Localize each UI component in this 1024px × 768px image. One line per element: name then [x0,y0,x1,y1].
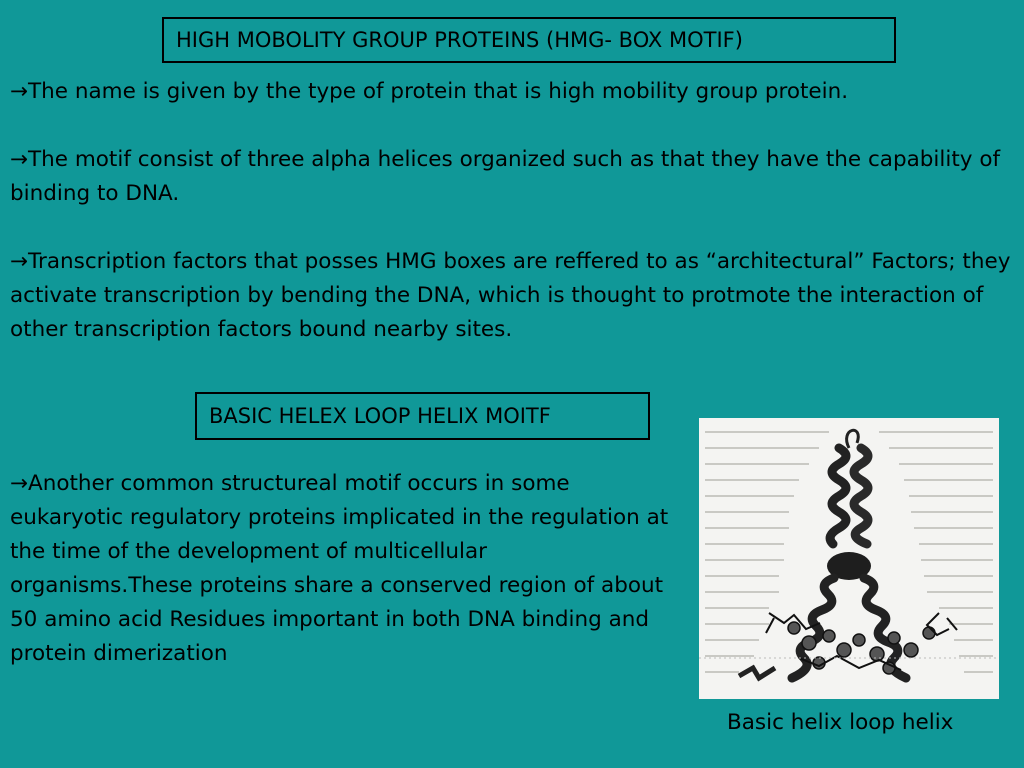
helix-loop-helix-illustration [699,418,999,699]
page-title [162,17,896,63]
page-title-text: HIGH MOBOLITY GROUP PROTEINS (HMG- BOX MOTIF) [176,27,743,52]
arrow-icon: → [10,79,29,104]
paragraph-three-helices [10,143,1016,211]
arrow-icon: → [10,147,29,172]
figure-caption: Basic helix loop helix [727,710,954,735]
section-heading-text: BASIC HELEX LOOP HELIX MOITF [209,403,551,428]
paragraph-text: Transcription factors that posses HMG boxes are reffered to as “architectural” Factors; they activate transcription by bending the DNA, which is thought to protmote the interaction of other transcription factors bound nearby sites. [10,249,1011,342]
top-loop [847,430,859,448]
helix-right-upper [854,448,868,544]
arrow-icon: → [10,471,29,496]
paragraph-bhlh-description [10,467,670,671]
bhlh-structure-figure [699,418,999,699]
paragraph-text: The name is given by the type of protein that is high mobility group protein. [28,79,849,104]
paragraph-high-mobility-name [10,75,1020,109]
helix-left-upper [830,448,846,544]
section-heading-bhlh [195,392,650,440]
paragraph-architectural-factors [10,245,1016,347]
paragraph-text: Another common structureal motif occurs in some eukaryotic regulatory proteins implicated in the regulation at the time of the development of multicellular organisms.These proteins share a conserved region of about 50 amino acid Residues important in both DNA binding and protein dimerization [10,471,669,666]
paragraph-text: The motif consist of three alpha helices organized such as that they have the capability of binding to DNA. [10,147,1001,206]
arrow-icon: → [10,249,29,274]
bottom-ribbon [739,668,775,678]
